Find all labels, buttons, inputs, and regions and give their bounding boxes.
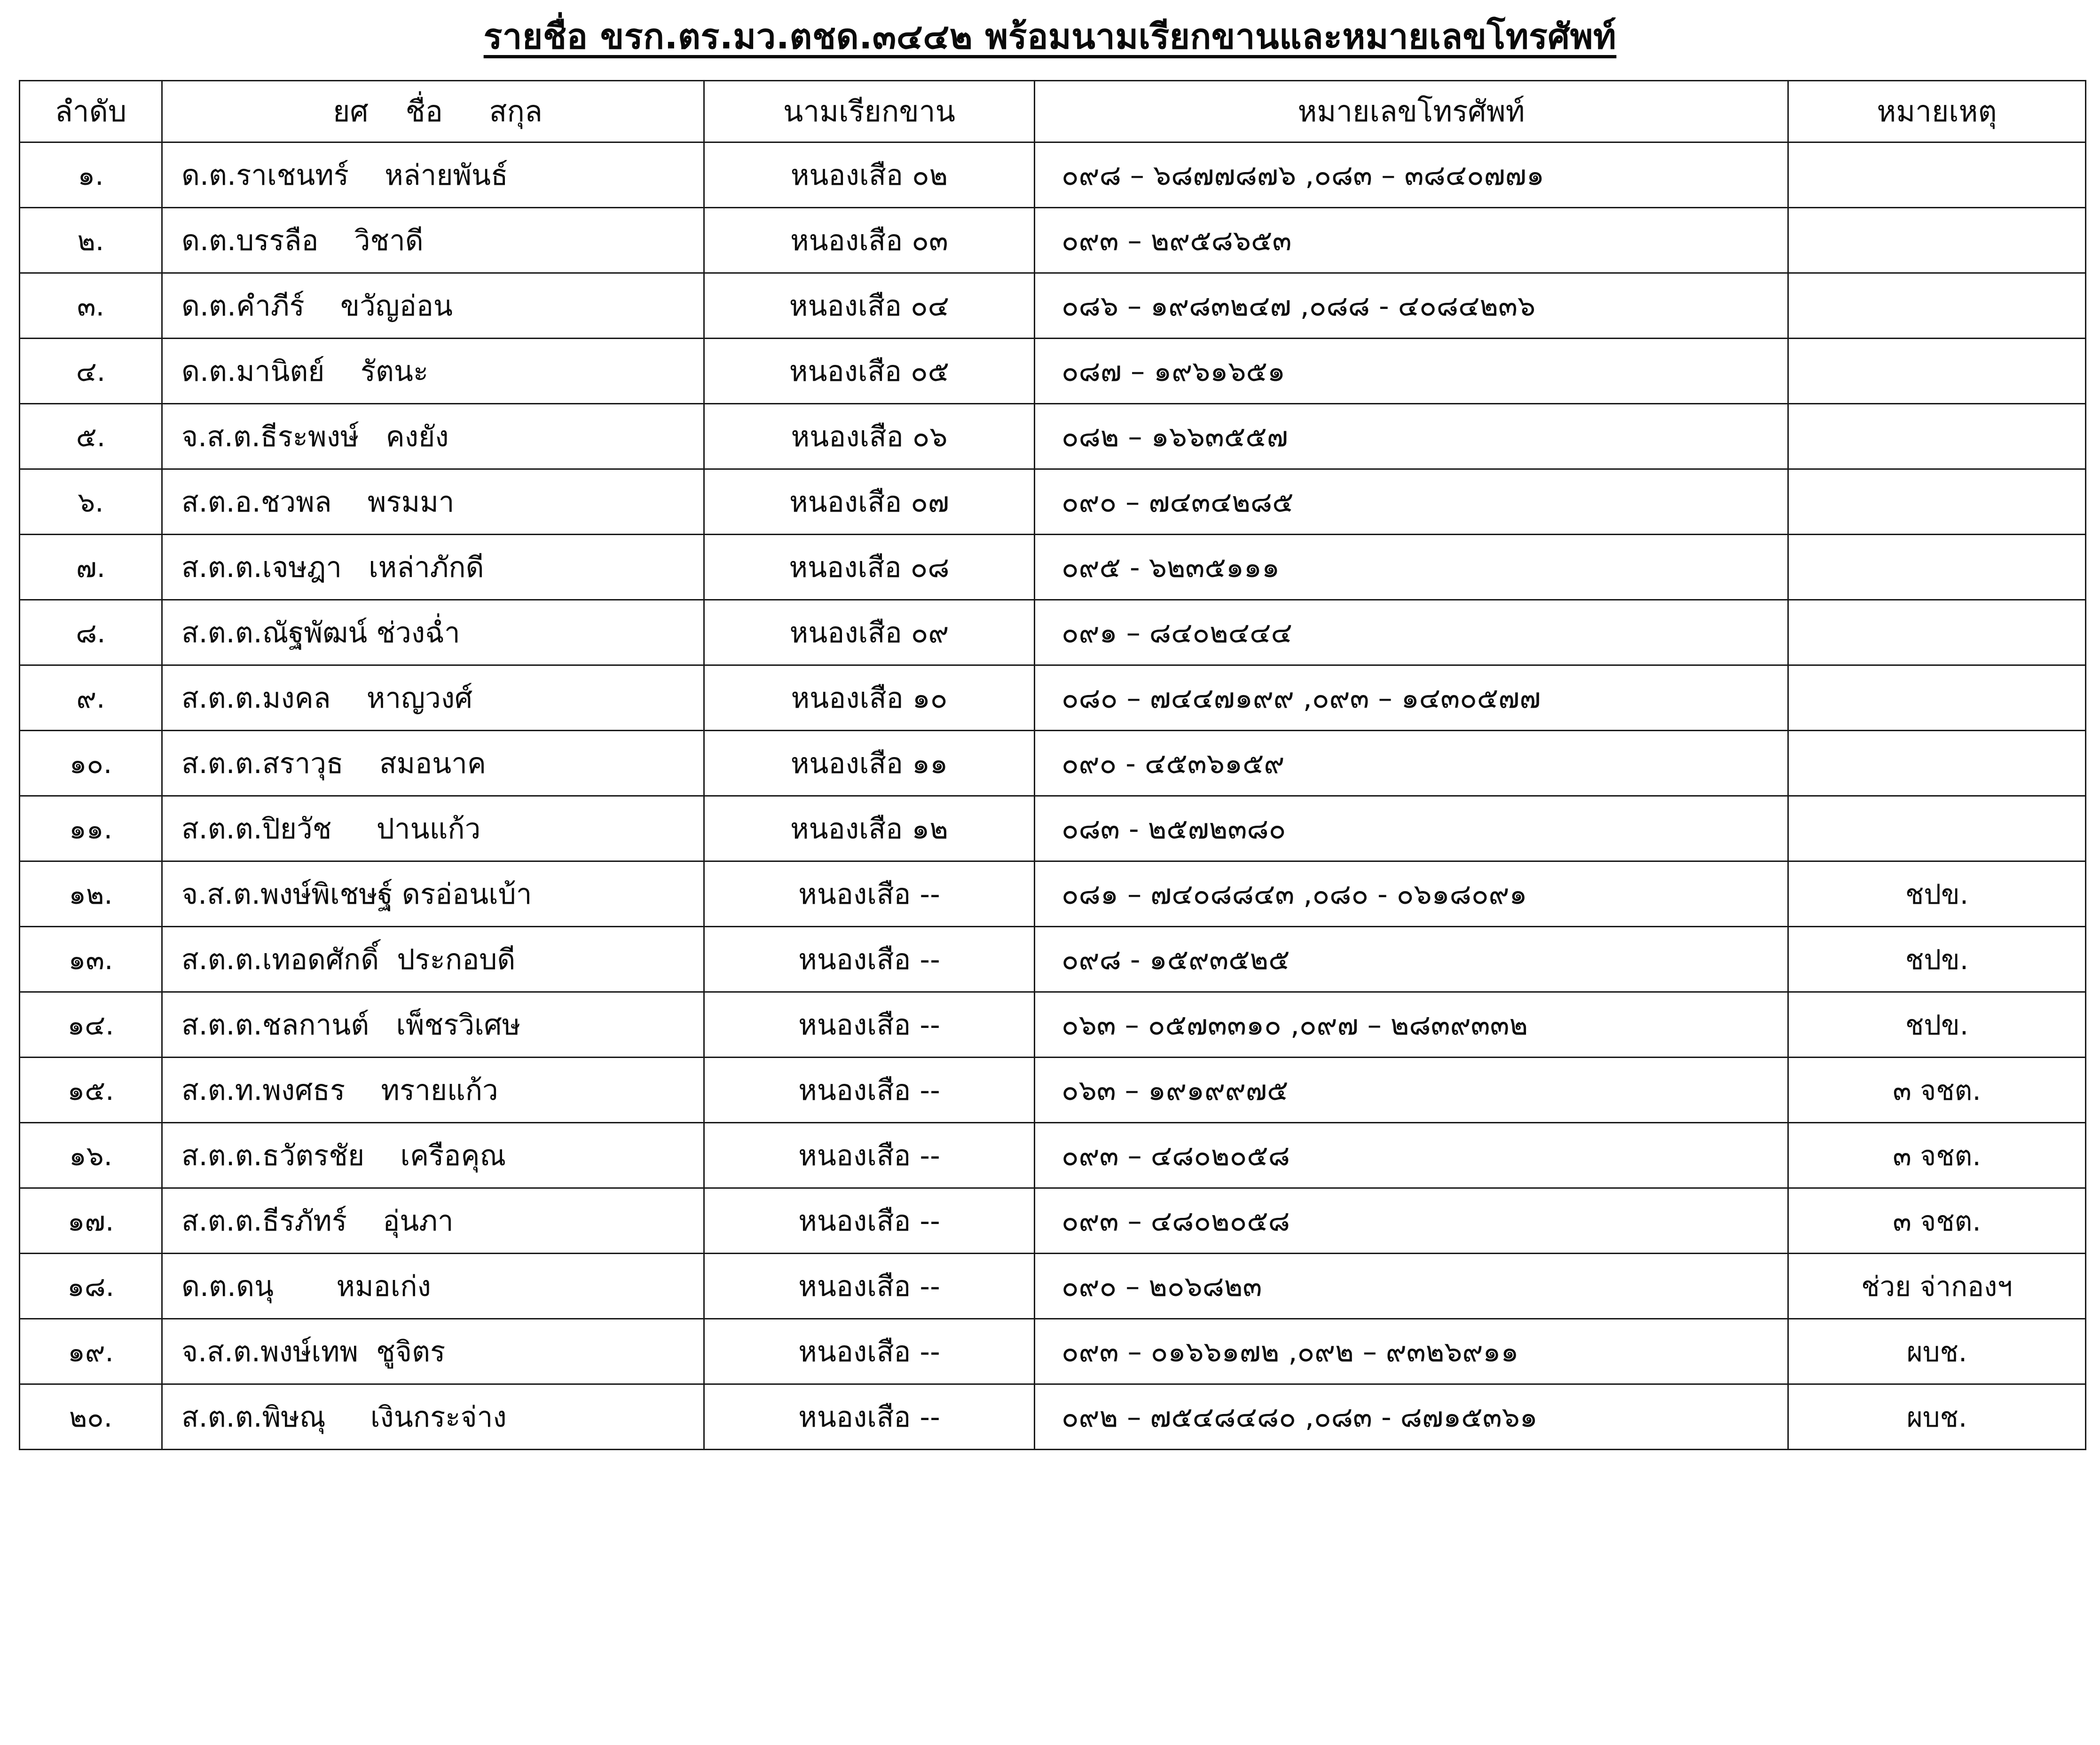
cell-callsign: หนองเสือ ๐๙	[704, 600, 1035, 665]
cell-phone-text: ๐๙๘ – ๖๘๗๗๘๗๖ ,๐๘๓ – ๓๘๔๐๗๗๑	[1062, 158, 1544, 192]
cell-name	[162, 731, 704, 796]
table-row	[20, 1188, 2086, 1254]
cell-no: ๑๐.	[20, 731, 162, 796]
cell-name-text: ส.ต.ท.พงศธร ทรายแก้ว	[181, 1074, 498, 1107]
cell-note	[1788, 731, 2086, 796]
cell-name-text: ส.ต.ต.เจษฎา เหล่าภักดี	[181, 551, 484, 584]
cell-name-text: จ.ส.ต.พงษ์เทพ ชูจิตร	[181, 1335, 446, 1368]
cell-name	[162, 339, 704, 404]
cell-note: ชปข.	[1788, 992, 2086, 1058]
table-row	[20, 861, 2086, 927]
cell-name	[162, 1188, 704, 1254]
cell-name	[162, 535, 704, 600]
cell-name-text: ส.ต.ต.สราวุธ สมอนาค	[181, 747, 486, 780]
cell-note: ชปข.	[1788, 927, 2086, 992]
cell-name	[162, 796, 704, 861]
cell-note	[1788, 600, 2086, 665]
cell-note	[1788, 796, 2086, 861]
cell-no: ๑๔.	[20, 992, 162, 1058]
cell-callsign: หนองเสือ ๐๘	[704, 535, 1035, 600]
cell-name	[162, 208, 704, 273]
cell-no: ๑๙.	[20, 1319, 162, 1384]
cell-name	[162, 1384, 704, 1450]
cell-no: ๖.	[20, 469, 162, 535]
cell-callsign: หนองเสือ ๐๔	[704, 273, 1035, 339]
cell-name-text: ส.ต.ต.เทอดศักดิ์ ประกอบดี	[181, 943, 516, 976]
cell-no: ๕.	[20, 404, 162, 469]
cell-name	[162, 1319, 704, 1384]
cell-callsign: หนองเสือ ๑๒	[704, 796, 1035, 861]
cell-phone-text: ๐๙๐ - ๔๕๓๖๑๕๙	[1062, 747, 1285, 780]
column-header-no: ลำดับ	[20, 81, 162, 142]
cell-note: ผบช.	[1788, 1319, 2086, 1384]
cell-phone-text: ๐๘๖ – ๑๙๘๓๒๔๗ ,๐๘๘ - ๔๐๘๔๒๓๖	[1062, 289, 1536, 323]
column-header-name	[162, 81, 704, 142]
cell-no: ๑๕.	[20, 1058, 162, 1123]
cell-no: ๑๘.	[20, 1254, 162, 1319]
cell-no: ๙.	[20, 665, 162, 731]
table-header-row	[20, 81, 2086, 142]
cell-name	[162, 1123, 704, 1188]
cell-name	[162, 600, 704, 665]
cell-callsign: หนองเสือ ๐๗	[704, 469, 1035, 535]
cell-callsign: หนองเสือ ๐๖	[704, 404, 1035, 469]
cell-phone	[1035, 927, 1788, 992]
cell-phone	[1035, 142, 1788, 208]
cell-name	[162, 1058, 704, 1123]
cell-note: ๓ จชต.	[1788, 1123, 2086, 1188]
cell-name-text: ด.ต.บรรลือ วิชาดี	[181, 224, 424, 257]
table-row	[20, 1058, 2086, 1123]
cell-phone-text: ๐๙๓ – ๔๘๐๒๐๕๘	[1062, 1139, 1290, 1172]
column-header-phone: หมายเลขโทรศัพท์	[1035, 81, 1788, 142]
cell-name-text: ส.ต.ต.ธวัตรชัย เครือคุณ	[181, 1139, 506, 1172]
cell-no: ๗.	[20, 535, 162, 600]
cell-note: ช่วย จ่ากองฯ	[1788, 1254, 2086, 1319]
cell-phone-text: ๐๙๒ – ๗๕๔๘๔๘๐ ,๐๘๓ - ๘๗๑๕๓๖๑	[1062, 1400, 1538, 1434]
cell-name	[162, 142, 704, 208]
table-row	[20, 1384, 2086, 1450]
cell-phone	[1035, 469, 1788, 535]
cell-note	[1788, 208, 2086, 273]
cell-phone	[1035, 208, 1788, 273]
cell-callsign: หนองเสือ --	[704, 1123, 1035, 1188]
cell-phone	[1035, 1319, 1788, 1384]
cell-phone-text: ๐๘๗ – ๑๙๖๑๖๕๑	[1062, 355, 1285, 388]
table-row	[20, 339, 2086, 404]
cell-note: ๓ จชต.	[1788, 1188, 2086, 1254]
cell-name-text: จ.ส.ต.ธีระพงษ์ คงยัง	[181, 420, 449, 453]
table-row	[20, 1319, 2086, 1384]
cell-callsign: หนองเสือ ๐๒	[704, 142, 1035, 208]
table-row	[20, 142, 2086, 208]
table-row	[20, 469, 2086, 535]
cell-phone-text: ๐๙๐ – ๗๔๓๔๒๘๕	[1062, 485, 1294, 519]
table-row	[20, 796, 2086, 861]
cell-phone	[1035, 404, 1788, 469]
cell-phone-text: ๐๘๑ – ๗๔๐๘๘๔๓ ,๐๘๐ - ๐๖๑๘๐๙๑	[1062, 877, 1527, 911]
cell-name-text: ส.ต.ต.ปิยวัช ปานแก้ว	[181, 812, 481, 845]
cell-no: ๒๐.	[20, 1384, 162, 1450]
cell-phone-text: ๐๙๑ – ๘๔๐๒๔๔๔	[1062, 616, 1292, 649]
cell-callsign: หนองเสือ ๐๓	[704, 208, 1035, 273]
cell-callsign: หนองเสือ --	[704, 992, 1035, 1058]
table-row	[20, 731, 2086, 796]
cell-callsign: หนองเสือ --	[704, 1319, 1035, 1384]
cell-phone	[1035, 861, 1788, 927]
cell-phone-text: ๐๙๓ – ๔๘๐๒๐๕๘	[1062, 1204, 1290, 1238]
cell-name	[162, 404, 704, 469]
cell-name-text: จ.ส.ต.พงษ์พิเชษฐ์ ดรอ่อนเบ้า	[181, 877, 532, 911]
cell-note: ๓ จชต.	[1788, 1058, 2086, 1123]
cell-name	[162, 861, 704, 927]
cell-callsign: หนองเสือ --	[704, 1254, 1035, 1319]
cell-phone-text: ๐๙๕ - ๖๒๓๕๑๑๑	[1062, 551, 1280, 584]
cell-name-text: ด.ต.ราเชนทร์ หล่ายพันธ์	[181, 158, 508, 192]
cell-note	[1788, 339, 2086, 404]
cell-name	[162, 927, 704, 992]
cell-callsign: หนองเสือ --	[704, 1058, 1035, 1123]
cell-no: ๑๓.	[20, 927, 162, 992]
cell-callsign: หนองเสือ --	[704, 1188, 1035, 1254]
cell-no: ๑๗.	[20, 1188, 162, 1254]
cell-callsign: หนองเสือ --	[704, 861, 1035, 927]
cell-phone	[1035, 731, 1788, 796]
cell-phone-text: ๐๙๓ – ๐๑๖๖๑๗๒ ,๐๙๒ – ๙๓๒๖๙๑๑	[1062, 1335, 1519, 1368]
table-row	[20, 927, 2086, 992]
table-row	[20, 273, 2086, 339]
cell-phone	[1035, 665, 1788, 731]
table-row	[20, 208, 2086, 273]
cell-no: ๓.	[20, 273, 162, 339]
cell-note	[1788, 404, 2086, 469]
cell-no: ๑๖.	[20, 1123, 162, 1188]
roster-table	[19, 80, 2086, 1450]
cell-phone	[1035, 535, 1788, 600]
table-row	[20, 1254, 2086, 1319]
cell-name	[162, 665, 704, 731]
cell-no: ๑.	[20, 142, 162, 208]
column-header-callsign: นามเรียกขาน	[704, 81, 1035, 142]
cell-name-text: ส.ต.ต.พิษณุ เงินกระจ่าง	[181, 1400, 507, 1434]
cell-name-text: ด.ต.มานิตย์ รัตนะ	[181, 355, 429, 388]
cell-note: ชปข.	[1788, 861, 2086, 927]
cell-phone	[1035, 1058, 1788, 1123]
table-row	[20, 404, 2086, 469]
cell-no: ๑๑.	[20, 796, 162, 861]
cell-name-text: ส.ต.อ.ชวพล พรมมา	[181, 485, 455, 519]
cell-phone	[1035, 1123, 1788, 1188]
cell-name	[162, 1254, 704, 1319]
cell-phone	[1035, 339, 1788, 404]
cell-note	[1788, 665, 2086, 731]
cell-name	[162, 992, 704, 1058]
cell-phone-text: ๐๘๐ – ๗๔๔๗๑๙๙ ,๐๙๓ – ๑๔๓๐๕๗๗	[1062, 681, 1541, 715]
table-row	[20, 535, 2086, 600]
cell-callsign: หนองเสือ ๐๕	[704, 339, 1035, 404]
table-row	[20, 992, 2086, 1058]
cell-name	[162, 469, 704, 535]
cell-phone	[1035, 796, 1788, 861]
cell-note	[1788, 273, 2086, 339]
cell-name-text: ด.ต.ดนุ หมอเก่ง	[181, 1270, 431, 1303]
cell-note: ผบช.	[1788, 1384, 2086, 1450]
cell-no: ๔.	[20, 339, 162, 404]
cell-phone	[1035, 1384, 1788, 1450]
cell-phone-text: ๐๖๓ – ๐๕๗๓๓๑๐ ,๐๙๗ – ๒๘๓๙๓๓๒	[1062, 1008, 1528, 1042]
cell-callsign: หนองเสือ --	[704, 1384, 1035, 1450]
cell-phone-text: ๐๘๓ - ๒๕๗๒๓๘๐	[1062, 812, 1286, 845]
table-header	[20, 81, 2086, 142]
cell-name-text: ด.ต.คำภีร์ ขวัญอ่อน	[181, 289, 453, 323]
cell-phone	[1035, 1188, 1788, 1254]
cell-phone-text: ๐๙๘ - ๑๕๙๓๕๒๕	[1062, 943, 1290, 976]
cell-name-text: ส.ต.ต.ธีรภัทร์ อุ่นภา	[181, 1204, 454, 1238]
table-row	[20, 1123, 2086, 1188]
cell-callsign: หนองเสือ --	[704, 927, 1035, 992]
cell-phone-text: ๐๖๓ – ๑๙๑๙๙๗๕	[1062, 1074, 1289, 1107]
cell-phone-text: ๐๙๐ – ๒๐๖๘๒๓	[1062, 1270, 1262, 1303]
cell-name-text: ส.ต.ต.มงคล หาญวงศ์	[181, 681, 473, 715]
table-row	[20, 665, 2086, 731]
table-body	[20, 142, 2086, 1450]
cell-phone-text: ๐๙๓ – ๒๙๕๘๖๕๓	[1062, 224, 1292, 257]
cell-phone	[1035, 273, 1788, 339]
page-title: รายชื่อ ขรก.ตร.มว.ตชด.๓๔๔๒ พร้อมนามเรียกขานและหมายเลขโทรศัพท์	[483, 16, 1617, 57]
cell-note	[1788, 469, 2086, 535]
cell-note	[1788, 535, 2086, 600]
cell-callsign: หนองเสือ ๑๐	[704, 665, 1035, 731]
column-header-name-label: ยศ ชื่อ สกุล	[333, 94, 543, 128]
cell-phone	[1035, 600, 1788, 665]
cell-no: ๑๒.	[20, 861, 162, 927]
cell-callsign: หนองเสือ ๑๑	[704, 731, 1035, 796]
cell-no: ๘.	[20, 600, 162, 665]
cell-note	[1788, 142, 2086, 208]
cell-phone	[1035, 1254, 1788, 1319]
column-header-note: หมายเหตุ	[1788, 81, 2086, 142]
cell-phone	[1035, 992, 1788, 1058]
cell-phone-text: ๐๘๒ – ๑๖๖๓๕๕๗	[1062, 420, 1288, 453]
cell-name-text: ส.ต.ต.ชลกานต์ เพ็ชรวิเศษ	[181, 1008, 521, 1042]
table-row	[20, 600, 2086, 665]
cell-name-text: ส.ต.ต.ณัฐพัฒน์ ช่วงฉ่ำ	[181, 616, 460, 649]
cell-name	[162, 273, 704, 339]
cell-no: ๒.	[20, 208, 162, 273]
